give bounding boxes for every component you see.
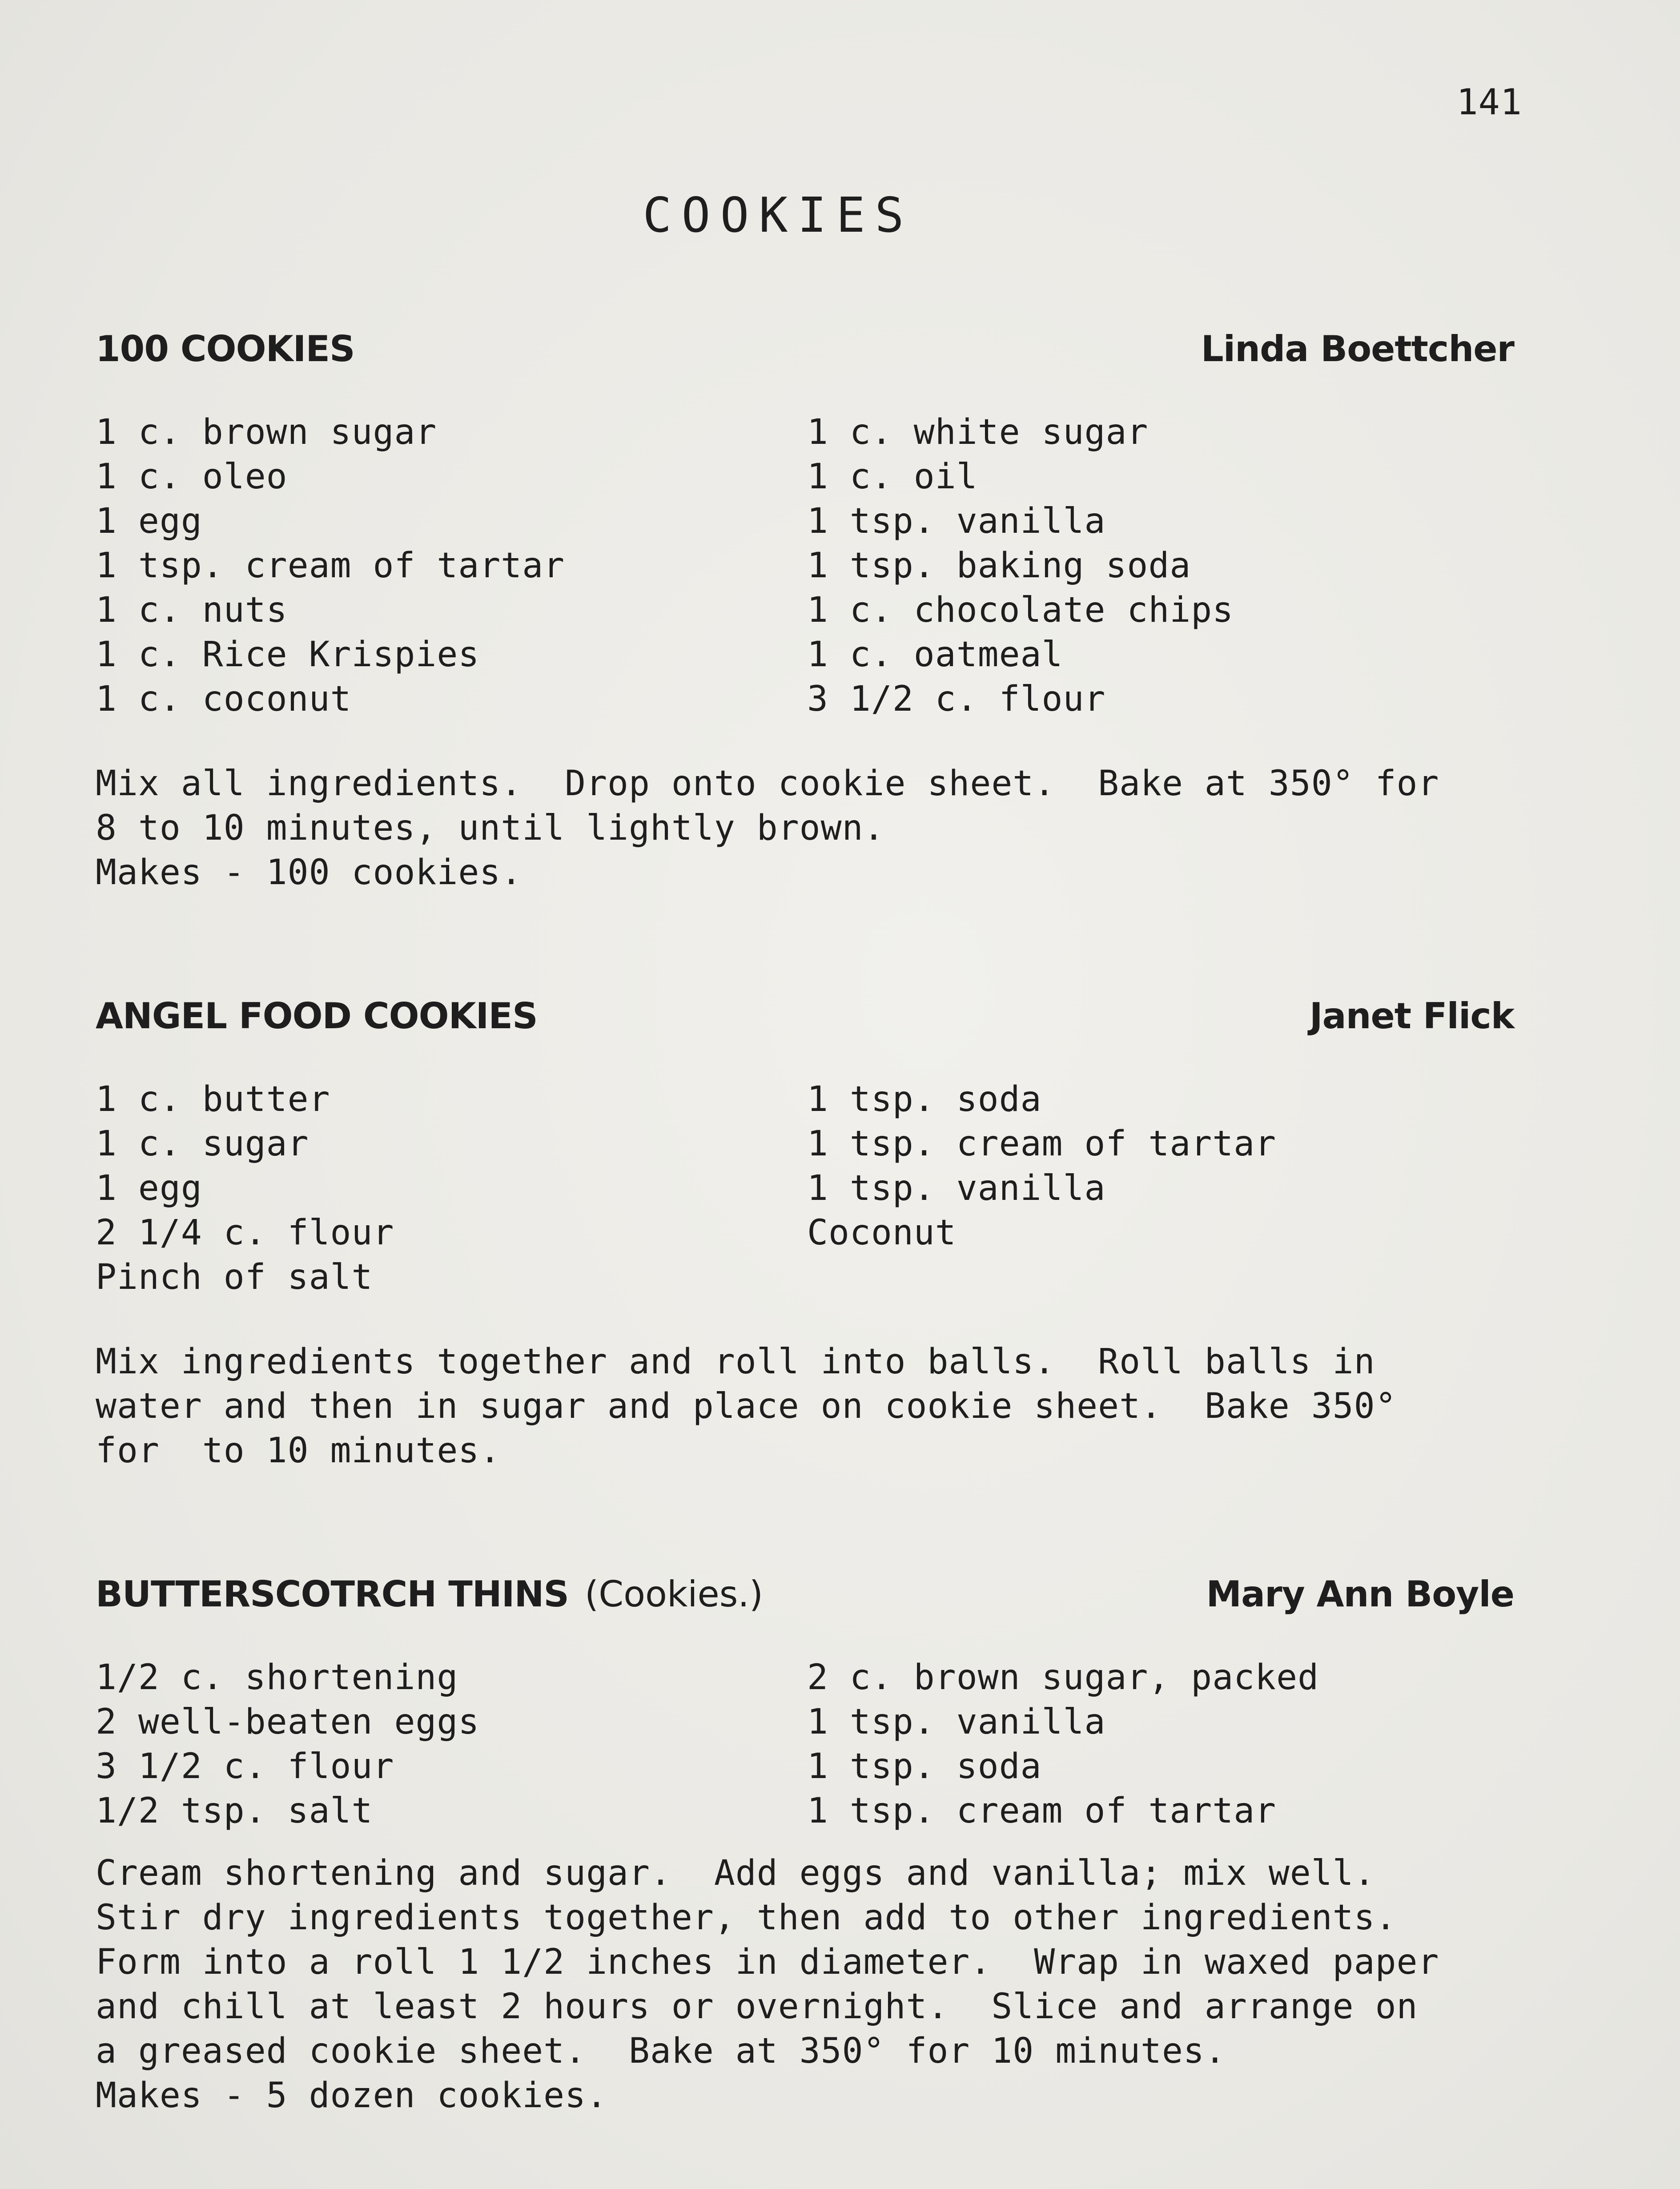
ingredient-list: [96, 1077, 1514, 1300]
ingredient-left: 1 c. coconut: [96, 679, 352, 719]
ingredient-list: [96, 410, 1514, 721]
ingredient-list: [96, 1655, 1514, 1833]
recipe-author: Janet Flick: [1309, 995, 1514, 1037]
ingredient-right: 1 tsp. vanilla: [807, 501, 1106, 541]
ingredient-right: 1 tsp. vanilla: [807, 1168, 1106, 1208]
ingredient-row: [96, 543, 1514, 588]
direction-line: a greased cookie sheet. Bake at 350° for 10 minutes.: [96, 2031, 1226, 2071]
direction-line: for to 10 minutes.: [96, 1431, 501, 1471]
ingredient-left: Pinch of salt: [96, 1257, 373, 1297]
ingredient-left: 1 egg: [96, 1168, 202, 1208]
ingredient-right: 1 tsp. vanilla: [807, 1702, 1106, 1742]
ingredient-right: 1 c. chocolate chips: [807, 590, 1234, 630]
ingredient-right: 1 tsp. cream of tartar: [807, 1124, 1277, 1164]
ingredient-left: 1 c. brown sugar: [96, 412, 437, 452]
recipe-author: Mary Ann Boyle: [1206, 1573, 1514, 1615]
ingredient-row: [96, 410, 1514, 455]
ingredient-left: 1/2 tsp. salt: [96, 1791, 373, 1831]
direction-line: Stir dry ingredients together, then add to other ingredients.: [96, 1898, 1397, 1938]
direction-line: Mix ingredients together and roll into balls. Roll balls in: [96, 1342, 1375, 1382]
ingredient-left: 1 c. oleo: [96, 457, 288, 497]
ingredient-right: 1 tsp. soda: [807, 1079, 1042, 1119]
ingredient-row: [96, 455, 1514, 499]
recipe-title: 100 COOKIES: [96, 328, 355, 370]
ingredient-right: Coconut: [807, 1213, 957, 1253]
recipe-header: [96, 325, 1514, 374]
recipe-title: BUTTERSCOTRCH THINS: [96, 1573, 569, 1615]
ingredient-row: [96, 1744, 1514, 1789]
ingredient-right: 1 c. oil: [807, 457, 978, 497]
recipe-author: Linda Boettcher: [1201, 328, 1514, 370]
ingredient-right: 1 c. oatmeal: [807, 635, 1063, 675]
ingredient-left: 1 egg: [96, 501, 202, 541]
ingredient-left: 1 c. butter: [96, 1079, 330, 1119]
ingredient-left: 1 c. sugar: [96, 1124, 309, 1164]
ingredient-right: 1 tsp. cream of tartar: [807, 1791, 1277, 1831]
ingredient-left: 2 1/4 c. flour: [96, 1213, 394, 1253]
ingredient-row: [96, 499, 1514, 543]
direction-line: water and then in sugar and place on cookie sheet. Bake 350°: [96, 1386, 1397, 1426]
ingredient-right: 1 tsp. soda: [807, 1746, 1042, 1787]
ingredient-row: [96, 1211, 1514, 1255]
recipe-100-cookies: [96, 325, 1514, 895]
recipe-angel-food-cookies: [96, 992, 1514, 1473]
section-title: COOKIES: [643, 188, 914, 243]
ingredient-left: 2 well-beaten eggs: [96, 1702, 480, 1742]
ingredient-left: 1 c. Rice Krispies: [96, 635, 480, 675]
recipe-directions: [96, 761, 1514, 895]
ingredient-row: [96, 1255, 1514, 1300]
recipe-title: ANGEL FOOD COOKIES: [96, 995, 538, 1037]
ingredient-right: 1 c. white sugar: [807, 412, 1149, 452]
ingredient-row: [96, 1700, 1514, 1744]
recipe-note: (Cookies.): [585, 1573, 764, 1615]
ingredient-row: [96, 632, 1514, 677]
recipe-butterscotch-thins: [96, 1570, 1514, 2118]
ingredient-left: 1/2 c. shortening: [96, 1658, 458, 1698]
direction-line: Makes - 5 dozen cookies.: [96, 2076, 608, 2116]
ingredient-right: 3 1/2 c. flour: [807, 679, 1106, 719]
direction-line: Mix all ingredients. Drop onto cookie sheet. Bake at 350° for: [96, 764, 1439, 804]
ingredient-left: 1 tsp. cream of tartar: [96, 546, 565, 586]
ingredient-row: [96, 1789, 1514, 1833]
page-number: 141: [1456, 81, 1522, 123]
recipe-directions: [96, 1851, 1514, 2118]
recipe-header: [96, 1570, 1514, 1619]
ingredient-row: [96, 677, 1514, 721]
ingredient-row: [96, 1122, 1514, 1166]
ingredient-row: [96, 1077, 1514, 1122]
recipe-header: [96, 992, 1514, 1041]
recipe-directions: [96, 1340, 1514, 1473]
ingredient-right: 2 c. brown sugar, packed: [807, 1658, 1319, 1698]
ingredient-row: [96, 1166, 1514, 1211]
ingredient-row: [96, 1655, 1514, 1700]
direction-line: and chill at least 2 hours or overnight. Slice and arrange on: [96, 1987, 1418, 2027]
direction-line: Makes - 100 cookies.: [96, 853, 522, 893]
direction-line: Cream shortening and sugar. Add eggs and vanilla; mix well.: [96, 1853, 1375, 1893]
direction-line: Form into a roll 1 1/2 inches in diameter. Wrap in waxed paper: [96, 1942, 1439, 1982]
ingredient-left: 3 1/2 c. flour: [96, 1746, 394, 1787]
ingredient-row: [96, 588, 1514, 632]
ingredient-right: 1 tsp. baking soda: [807, 546, 1191, 586]
ingredient-left: 1 c. nuts: [96, 590, 288, 630]
direction-line: 8 to 10 minutes, until lightly brown.: [96, 808, 885, 848]
